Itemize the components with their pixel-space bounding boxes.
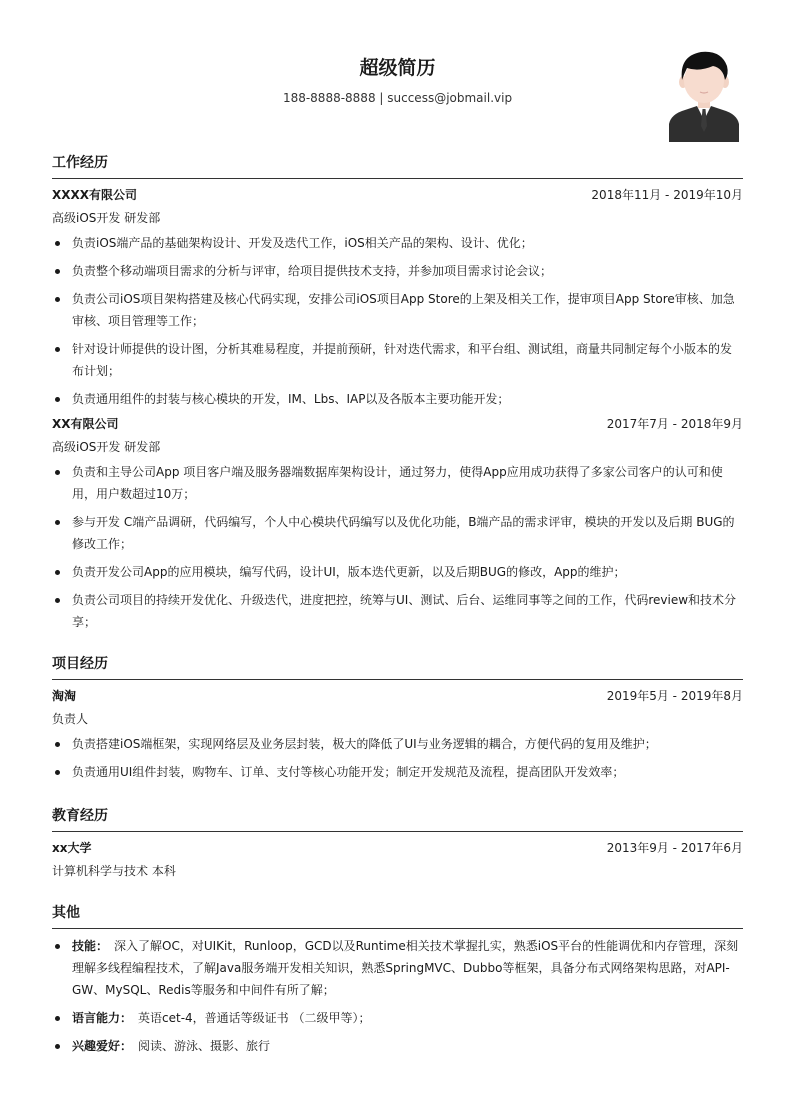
project-role: 负责人 xyxy=(52,712,89,726)
entry-date: 2017年7月 - 2018年9月 xyxy=(606,417,743,431)
contact-info: 188-8888-8888 | success@jobmail.vip xyxy=(282,91,513,105)
work-entry xyxy=(52,187,743,410)
bullet-list xyxy=(52,733,743,783)
bullet-list xyxy=(52,232,743,410)
entry-date: 2013年9月 - 2017年6月 xyxy=(606,841,743,855)
list-item: 负责iOS端产品的基础架构设计、开发及迭代工作，iOS相关产品的架构、设计、优化； xyxy=(52,232,743,254)
hobby-label: 兴趣爱好： xyxy=(72,1039,133,1053)
list-item: 负责整个移动端项目需求的分析与评审，给项目提供技术支持，并参加项目需求讨论会议； xyxy=(52,260,743,282)
list-item xyxy=(52,1007,743,1029)
list-item: 负责开发公司App的应用模块，编写代码，设计UI，版本迭代更新，以及后期BUG的修改，App的维护； xyxy=(52,561,743,583)
list-item: 负责通用UI组件封装，购物车、订单、支付等核心功能开发；制定开发规范及流程，提高团队开发效率； xyxy=(52,761,743,783)
resume-page xyxy=(52,0,743,1107)
list-item: 负责搭建iOS端框架，实现网络层及业务层封装，极大的降低了UI与业务逻辑的耦合，方便代码的复用及维护； xyxy=(52,733,743,755)
list-item: 负责公司iOS项目架构搭建及核心代码实现，安排公司iOS项目App Store的上架及相关工作，提审项目App Store审核、加急审核、项目管理等工作； xyxy=(52,288,743,332)
section-title: 其他 xyxy=(52,904,743,929)
list-item: 参与开发 C端产品调研，代码编写，个人中心模块代码编写以及优化功能，B端产品的需求评审，模块的开发以及后期 BUG的修改工作； xyxy=(52,511,743,555)
section-title: 工作经历 xyxy=(52,154,743,179)
section-title: 教育经历 xyxy=(52,807,743,832)
company-name: XX有限公司 xyxy=(52,417,119,431)
school-name: xx大学 xyxy=(52,841,92,855)
work-entry xyxy=(52,416,743,633)
project-section xyxy=(52,655,743,789)
other-section xyxy=(52,904,743,1063)
job-role: 高级iOS开发 研发部 xyxy=(52,440,161,454)
project-name: 淘淘 xyxy=(52,689,77,703)
language-text: 英语cet-4，普通话等级证书 （二级甲等）； xyxy=(138,1011,371,1025)
skill-text: 深入了解OC，对UIKit，Runloop，GCD以及Runtime相关技术掌握扎实，熟悉iOS平台的性能调优和内存管理，深刻理解多线程编程技术，了解Java服务端开发相关知识，熟悉SpringMVC、Dubbo等框架，具备分布式网络架构思路，对API-GW、MySQL、Redis等服务和中间件有所了解； xyxy=(72,939,739,997)
bullet-list xyxy=(52,935,743,1057)
education-section xyxy=(52,807,743,879)
language-label: 语言能力： xyxy=(72,1011,133,1025)
resume-name: 超级简历 xyxy=(359,57,436,79)
company-name: XXXX有限公司 xyxy=(52,188,138,202)
major: 计算机科学与技术 本科 xyxy=(52,864,176,878)
work-section xyxy=(52,154,743,639)
hobby-text: 阅读、游泳、摄影、旅行 xyxy=(138,1039,271,1053)
list-item: 负责和主导公司App 项目客户端及服务器端数据库架构设计，通过努力，使得App应用成功获得了多家公司客户的认可和使用，用户数超过10万； xyxy=(52,461,743,505)
list-item: 负责公司项目的持续开发优化、升级迭代，进度把控，统筹与UI、测试、后台、运维同事等之间的工作，代码review和技术分享； xyxy=(52,589,743,633)
skill-label: 技能： xyxy=(72,939,109,953)
section-title: 项目经历 xyxy=(52,655,743,680)
entry-date: 2018年11月 - 2019年10月 xyxy=(591,188,743,202)
entry-date: 2019年5月 - 2019年8月 xyxy=(606,689,743,703)
bullet-list xyxy=(52,461,743,633)
list-item xyxy=(52,1035,743,1057)
job-role: 高级iOS开发 研发部 xyxy=(52,211,161,225)
project-entry xyxy=(52,688,743,783)
list-item xyxy=(52,935,743,1001)
avatar xyxy=(669,46,739,142)
list-item: 针对设计师提供的设计图，分析其难易程度，并提前预研，针对迭代需求，和平台组、测试组，商量共同制定每个小版本的发布计划； xyxy=(52,338,743,382)
list-item: 负责通用组件的封装与核心模块的开发，IM、Lbs、IAP以及各版本主要功能开发； xyxy=(52,388,743,410)
